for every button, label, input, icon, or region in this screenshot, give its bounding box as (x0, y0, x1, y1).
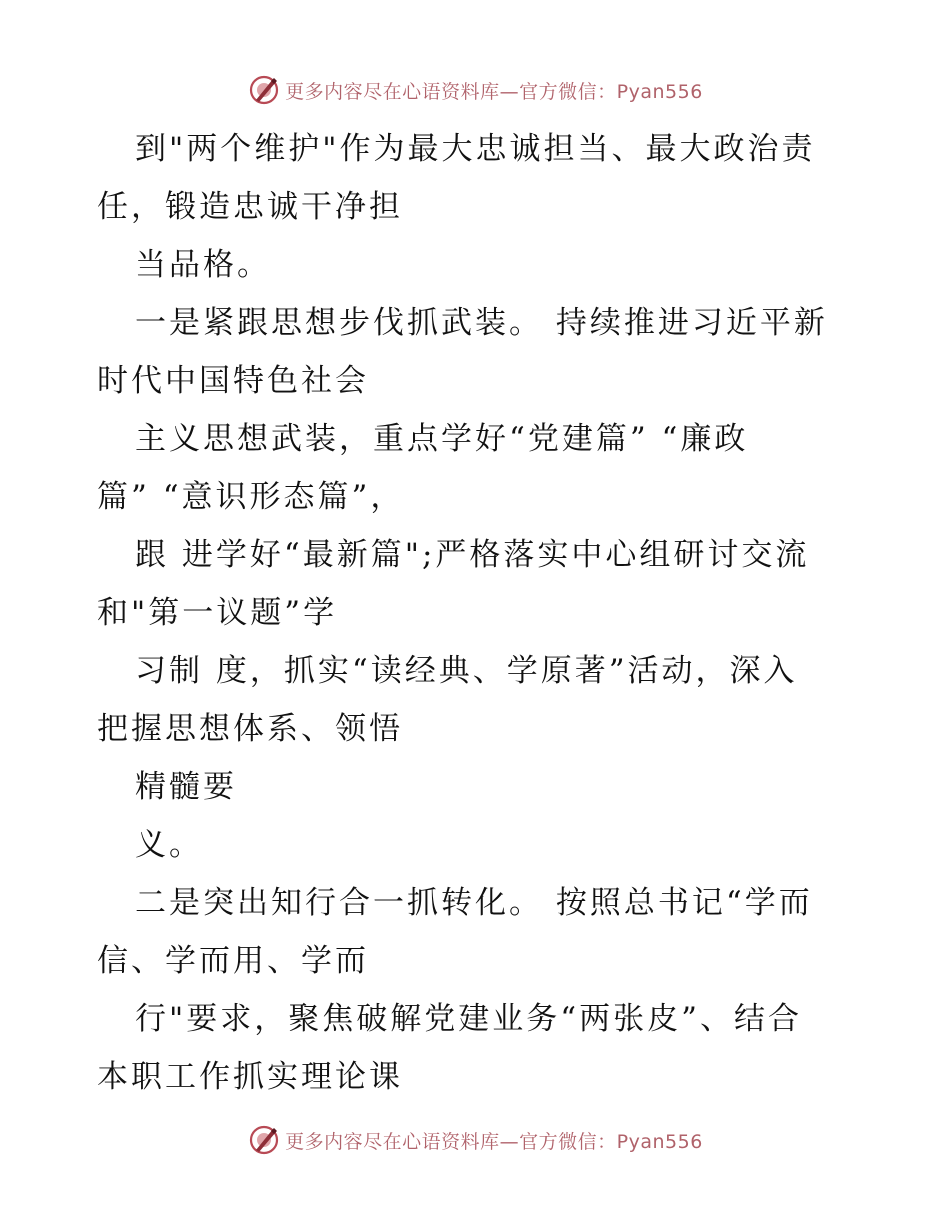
text-line: 精髓要 (135, 769, 237, 805)
text-line: 信、学而用、学而 (97, 943, 369, 979)
text-line: 和"第一议题”学 (97, 595, 338, 631)
watermark-logo-icon (247, 1123, 281, 1157)
text-line: 到"两个维护"作为最大忠诚担当、最大政治责 (135, 131, 816, 167)
text-line: 当品格。 (135, 247, 271, 283)
text-line: 义。 (135, 827, 203, 863)
text-line: 主义思想武装，重点学好“党建篇” “廉政 (135, 421, 749, 457)
header-watermark (0, 70, 950, 110)
text-line: 一是紧跟思想步伐抓武装。 持续推进习近平新 (135, 305, 828, 341)
text-line: 时代中国特色社会 (97, 363, 369, 399)
document-body (97, 120, 837, 1106)
watermark-text: 更多内容尽在心语资料库—官方微信：Pyan556 (285, 80, 703, 103)
text-line: 二是突出知行合一抓转化。 按照总书记“学而 (135, 885, 813, 921)
watermark-logo-icon (247, 73, 281, 107)
watermark-text: 更多内容尽在心语资料库—官方微信：Pyan556 (285, 1130, 703, 1153)
text-line: 把握思想体系、领悟 (97, 711, 403, 747)
text-line: 跟 进学好“最新篇";严格落实中心组研讨交流 (135, 537, 810, 573)
text-line: 习制 度，抓实“读经典、学原著”活动，深入 (135, 653, 798, 689)
text-line: 任，锻造忠诚干净担 (97, 189, 403, 225)
text-line: 篇” “意识形态篇”， (97, 479, 405, 515)
text-line: 本职工作抓实理论课 (97, 1059, 403, 1095)
footer-watermark (0, 1120, 950, 1160)
text-line: 行"要求，聚焦破解党建业务“两张皮”、结合 (135, 1001, 802, 1037)
